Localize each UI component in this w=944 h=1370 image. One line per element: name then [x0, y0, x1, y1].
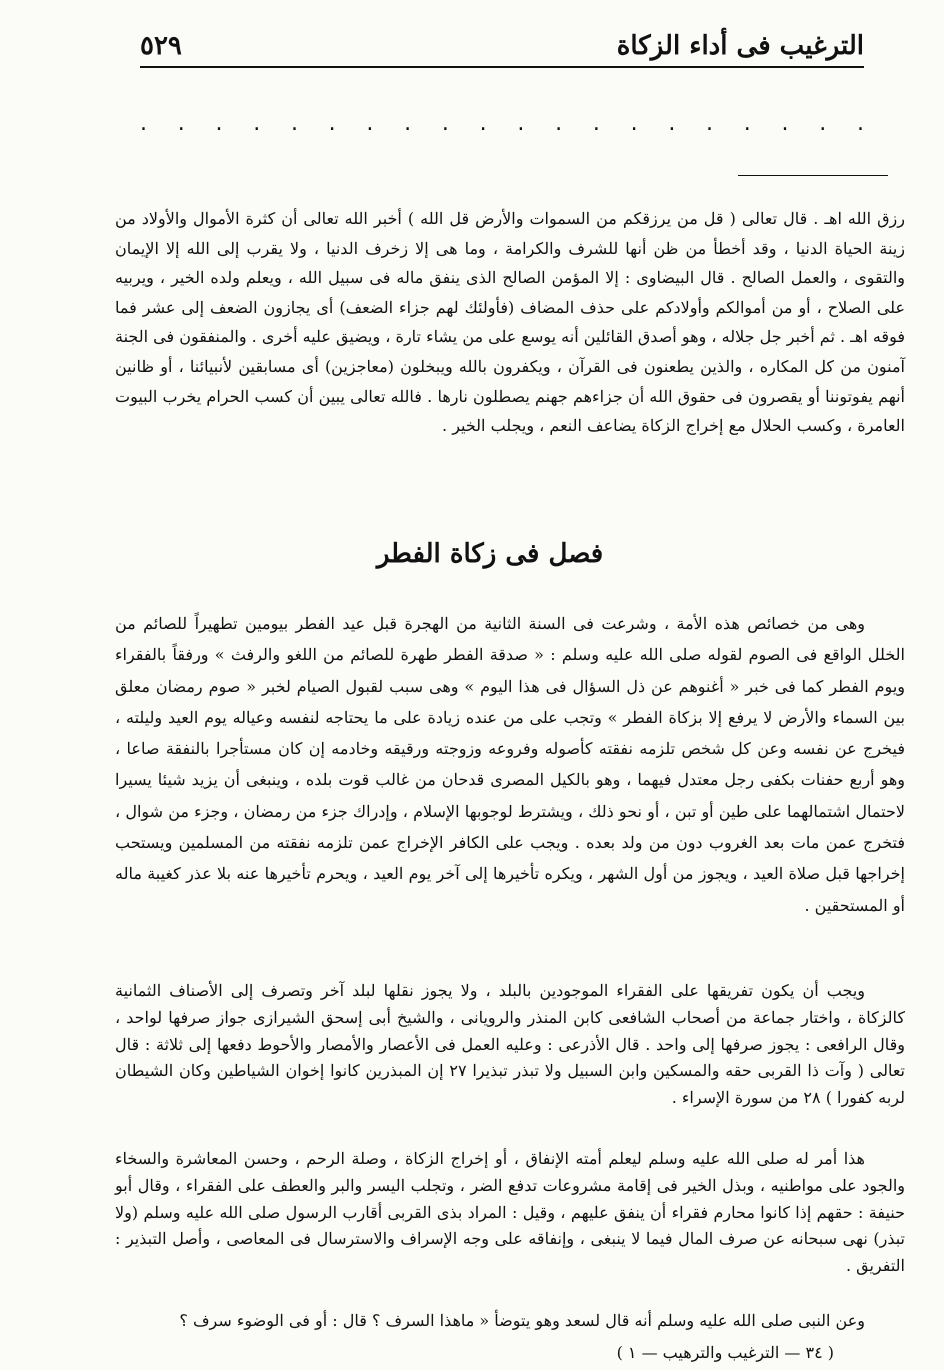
paragraph-explanation — [115, 1146, 905, 1280]
running-title: الترغيب فى أداء الزكاة — [616, 31, 864, 61]
paragraph-hadith — [115, 1308, 905, 1334]
paragraph-text: وهى من خصائص هذه الأمة ، وشرعت فى السنة الثانية من الهجرة قبل عيد الفطر بيومين تطهيراً للصائم من الخلل الواقع فى الصوم لقوله صلى الله عليه وسلم : « صدقة الفطر طهرة للصائم من اللغو والرفث » ورفقاً بالفقراء ويوم الفطر كما فى خبر « أغنوهم عن ذل السؤال فى هذا اليوم » وهى سبب لقبول الصيام لخبر « صوم رمضان معلق بين السماء والأرض لا يرفع إلا بزكاة الفطر » وتجب على من عنده زيادة على ما يحتاجه لنفسه وعياله يوم العيد وليلته ، فيخرج عن نفسه وعن كل شخص تلزمه نفقته كأصوله وفروعه وزوجته ورقيقه وخادمه إن كان مستأجرا بالنفقة صاعا ، وهو أربع حفنات بكفى رجل معتدل فيهما ، وهو بالكيل المصرى قدحان من غالب قوت بلده ، وينبغى أن يزيد شيئا يسيرا لاحتمال اشتمالهما على طين أو تبن ، أو نحو ذلك ، ويشترط لوجوبها الإسلام ، وإدراك جزء من رمضان ، وجزء من شوال ، فتخرج عمن مات بعد الغروب دون من ولد بعده . ويجب على الكافر الإخراج عمن تلزمه نفقته من المسلمين ويستحب إخراجها قبل صلاة العيد ، ويجوز من أول الشهر ، ويكره تأخيرها إلى آخر يوم العيد ، ويحرم تأخيرها عنه بلا عذر كغيبة ماله أو المستحقين . — [115, 614, 906, 915]
paragraph-text: هذا أمر له صلى الله عليه وسلم ليعلم أمته الإنفاق ، أو إخراج الزكاة ، وصلة الرحم ، وحسن المعاشرة والسخاء والجود على مواطنيه ، وبذل الخير فى إقامة مشروعات تدفع الضر ، وتجلب اليسر والبر والعطف على الفقراء ، وقال أبو حنيفة : حقهم إذا كانوا محارم فقراء أن ينفق عليهم ، وقيل : المراد بذى القربى أقارب الرسول صلى الله عليه وسلم (ولا تبذر) نهى سبحانه عن صرف المال فيما لا ينبغى ، وإنفاقه على وجه الإسراف والاسترسال فى المعاصى ، وأصل التبذير : التفريق . — [115, 1149, 905, 1276]
paragraph-distribution — [115, 978, 905, 1112]
paragraph-text: ويجب أن يكون تفريقها على الفقراء الموجودين بالبلد ، ولا يجوز نقلها لبلد آخر وتصرف إلى الأصناف الثمانية كالزكاة ، واختار جماعة من أصحاب الشافعى كابن المنذر والرويانى ، والشيخ أبى إسحق الشيرازى جواز صرفها لواحد ، وقال الرافعى : يجوز صرفها إلى واحد . قال الأذرعى : وعليه العمل فى الأعصار والأمصار والأحوط دفعها إلى ثلاثة : قال تعالى ( وآت ذا القربى حقه والمسكين وابن السبيل ولا تبذر تبذيرا ٢٧ إن المبذرين كانوا إخوان الشياطين وكان الشيطان لربه كفورا ) ٢٨ من سورة الإسراء . — [115, 981, 905, 1108]
section-heading: فصل فى زكاة الفطر — [376, 539, 604, 569]
dotted-separator: . . . . . . . . . . . . . . . . . . . . — [140, 111, 864, 136]
footnote-rule — [738, 175, 888, 176]
paragraph-text: وعن النبى صلى الله عليه وسلم أنه قال لسعد وهو يتوضأ « ماهذا السرف ؟ قال : أو فى الوضوء سرف ؟ — [179, 1311, 865, 1330]
page-number: ٥٢٩ — [140, 31, 182, 61]
paragraph-zakat-fitr — [115, 608, 905, 921]
paragraph-text: رزق الله اهـ . قال تعالى ( قل من يرزقكم من السموات والأرض قل الله ) أخبر الله تعالى أن كثرة الأموال والأولاد من زينة الحياة الدنيا ، وقد أخطأ من ظن أنها للشرف والكرامة ، وما هى إلا زخرف الدنيا ، ولا يقرب إلى الله إلا الإيمان والتقوى ، والعمل الصالح . قال البيضاوى : إلا المؤمن الصالح الذى ينفق ماله فى سبيل الله ، ويعلم ولده الخير ، ويربيه على الصلاح ، أو من أموالكم وأولادكم على حذف المضاف (فأولئك لهم جزاء الضعف) أى يجازون الضعف إلى عشر فما فوقه اهـ . ثم أخبر جل جلاله ، وهو أصدق القائلين أنه يوسع على من يشاء تارة ، ويضيق عليه أخرى . والمنفقون فى الجنة آمنون من كل المكاره ، والذين يطعنون فى القرآن ، ويكفرون بالله ويبخلون (معاجزين) أى مسابقين لأنبيائنا ، أو ظانين أنهم يفوتوننا أو يقصرون فى حقوق الله أن جزاءهم جهنم يصطلون نارها . فالله تعالى يبين أن كسب الحرام يخرب البيوت العامرة ، وكسب الحلال مع إخراج الزكاة يضاعف النعم ، ويجلب الخير . — [115, 209, 906, 436]
page-header — [140, 22, 864, 68]
paragraph-commentary — [115, 204, 905, 441]
page-footer: ( ٣٤ — الترغيب والترهيب — ١ ) — [616, 1343, 834, 1362]
